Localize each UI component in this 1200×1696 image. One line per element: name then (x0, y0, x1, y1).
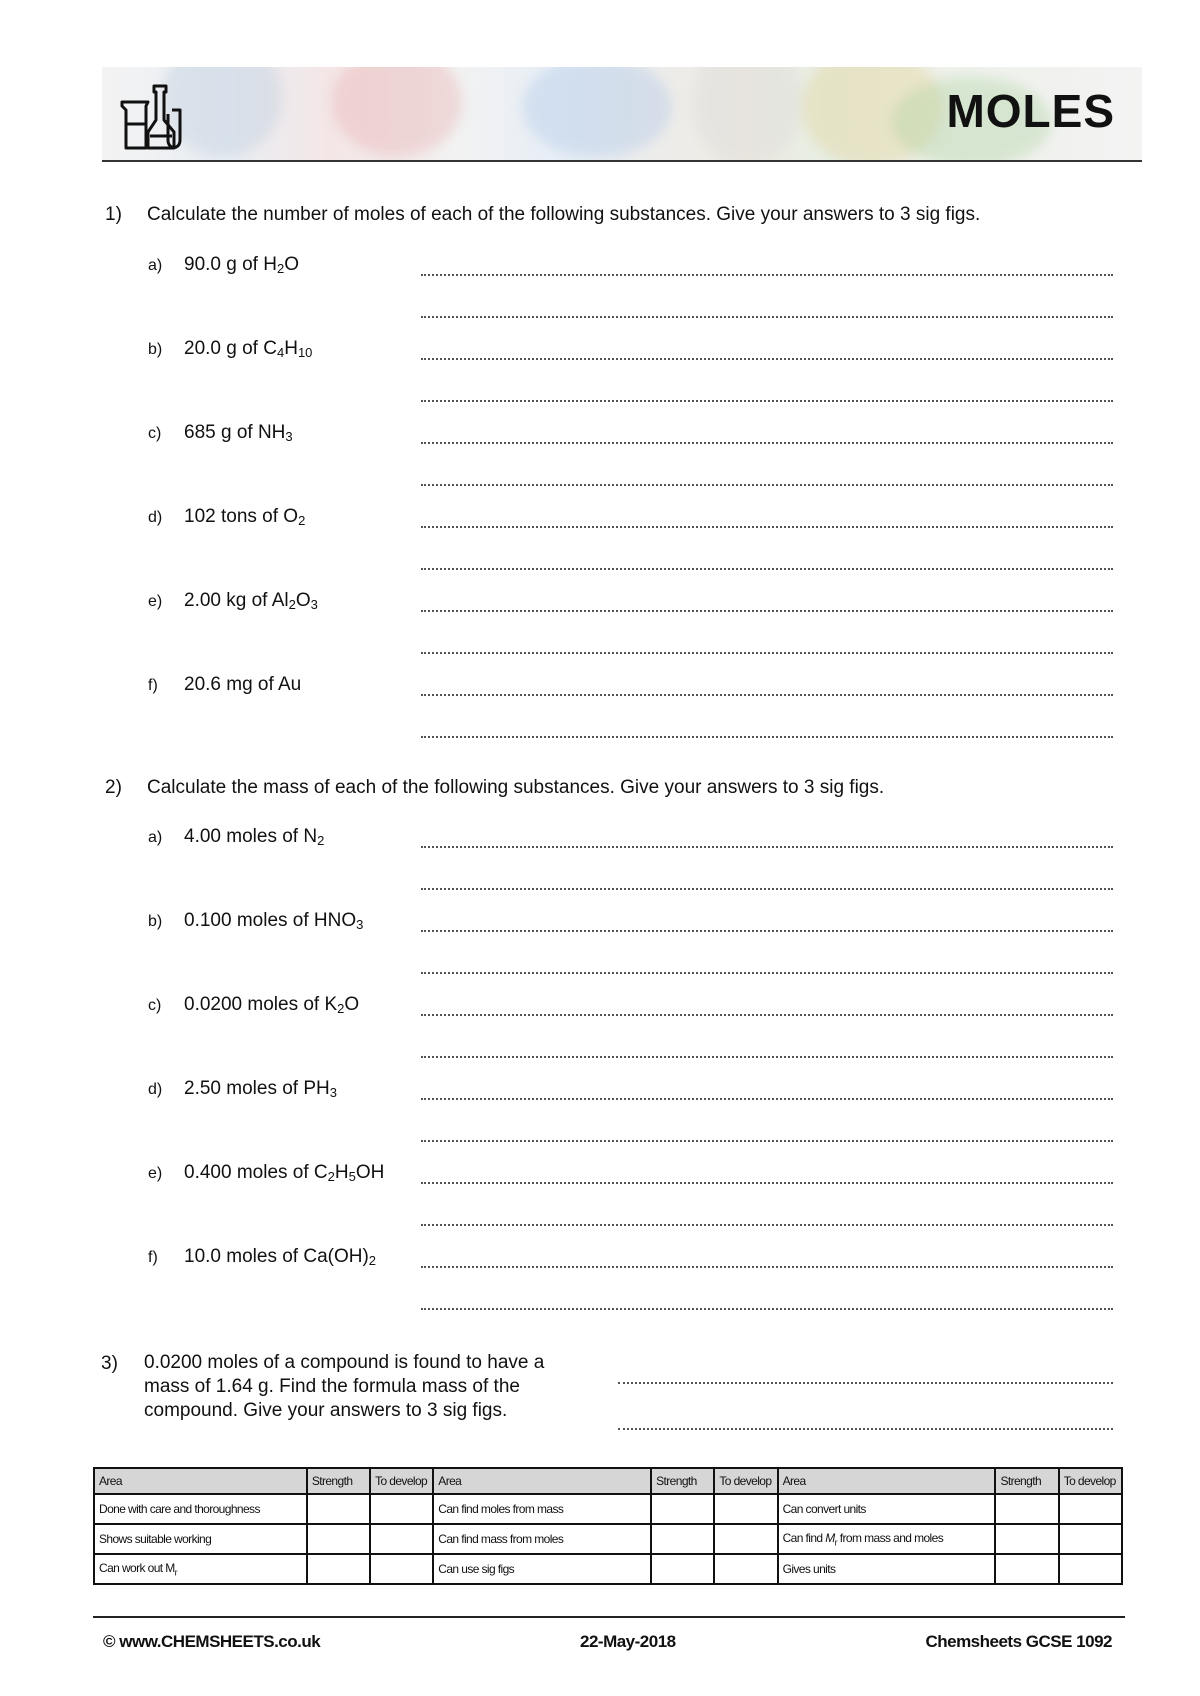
answer-line[interactable] (421, 888, 1113, 890)
question-1-text: Calculate the number of moles of each of the following substances. Give your answers to 3 sig figs. (147, 204, 981, 225)
answer-line[interactable] (421, 358, 1113, 360)
assessment-row (94, 1494, 1122, 1524)
mr-subscript: r (174, 1567, 178, 1578)
header-strength: Strength (995, 1468, 1058, 1494)
formula-subscript: 2 (298, 513, 306, 528)
strength-checkbox[interactable] (995, 1524, 1058, 1554)
formula-element: Al (271, 590, 289, 611)
formula-element: HNO (313, 910, 357, 931)
item-letter: d) (148, 1081, 163, 1098)
item-letter: d) (148, 509, 163, 526)
answer-line[interactable] (421, 1014, 1113, 1016)
item-letter: a) (148, 829, 163, 846)
header-strength: Strength (307, 1468, 370, 1494)
to-develop-checkbox[interactable] (1059, 1524, 1122, 1554)
formula-element: N (303, 826, 318, 847)
area-cell: Done with care and thoroughness (94, 1494, 307, 1524)
item-letter: c) (148, 425, 162, 442)
area-cell: Can convert units (778, 1494, 996, 1524)
formula-element: OH (355, 1162, 385, 1183)
to-develop-checkbox[interactable] (714, 1494, 777, 1524)
answer-line[interactable] (421, 736, 1113, 738)
item-text: 10.0 moles of (184, 1246, 304, 1267)
mr-symbol: M (825, 1530, 835, 1545)
area-cell (94, 1554, 307, 1584)
formula-element: O (283, 506, 299, 527)
item-substance (184, 1162, 384, 1184)
item-substance (184, 338, 312, 360)
answer-line[interactable] (421, 846, 1113, 848)
area-cell: Shows suitable working (94, 1524, 307, 1554)
item-substance (184, 1078, 337, 1100)
item-text: 0.0200 moles of (184, 994, 325, 1015)
footer-date: 22-May-2018 (580, 1632, 676, 1651)
formula-element: C (263, 338, 277, 359)
formula-subscript: 2 (288, 597, 296, 612)
header-strength: Strength (651, 1468, 714, 1494)
area-text: Can find (782, 1530, 826, 1545)
header-to-develop: To develop (370, 1468, 433, 1494)
formula-subscript: 2 (317, 833, 325, 848)
question-2-number: 2) (105, 777, 122, 798)
to-develop-checkbox[interactable] (714, 1524, 777, 1554)
formula-element: O (344, 994, 360, 1015)
strength-checkbox[interactable] (651, 1524, 714, 1554)
formula-subscript: 2 (327, 1169, 335, 1184)
answer-line[interactable] (421, 652, 1113, 654)
header-area: Area (94, 1468, 307, 1494)
to-develop-checkbox[interactable] (370, 1554, 433, 1584)
answer-line[interactable] (421, 1140, 1113, 1142)
item-text: 2.00 kg of (184, 590, 272, 611)
strength-checkbox[interactable] (307, 1524, 370, 1554)
item-text: 0.400 moles of (184, 1162, 314, 1183)
assessment-header-row (94, 1468, 1122, 1494)
header-area: Area (778, 1468, 996, 1494)
question-3-line: mass of 1.64 g. Find the formula mass of the (144, 1376, 520, 1397)
header-area: Area (433, 1468, 651, 1494)
formula-subscript: 3 (329, 1085, 337, 1100)
answer-line[interactable] (421, 1098, 1113, 1100)
assessment-row (94, 1524, 1122, 1554)
answer-line[interactable] (421, 1224, 1113, 1226)
to-develop-checkbox[interactable] (1059, 1554, 1122, 1584)
area-cell: Can use sig figs (433, 1554, 651, 1584)
item-text: 685 g of (184, 422, 258, 443)
header-to-develop: To develop (1059, 1468, 1122, 1494)
formula-element: PH (303, 1078, 330, 1099)
strength-checkbox[interactable] (995, 1554, 1058, 1584)
page-title: MOLES (946, 85, 1115, 137)
item-letter: f) (148, 677, 158, 694)
item-substance (184, 590, 318, 612)
formula-subscript: 10 (297, 345, 313, 360)
assessment-row (94, 1554, 1122, 1584)
answer-line[interactable] (421, 442, 1113, 444)
header-divider (102, 160, 1142, 162)
footer-website: © www.CHEMSHEETS.co.uk (103, 1632, 321, 1651)
area-text: from mass and moles (837, 1530, 944, 1545)
item-letter: e) (148, 1165, 163, 1182)
question-3-line: compound. Give your answers to 3 sig figs. (144, 1400, 508, 1421)
strength-checkbox[interactable] (307, 1494, 370, 1524)
answer-line[interactable] (421, 484, 1113, 486)
strength-checkbox[interactable] (651, 1494, 714, 1524)
to-develop-checkbox[interactable] (714, 1554, 777, 1584)
formula-element: K (324, 994, 338, 1015)
to-develop-checkbox[interactable] (370, 1494, 433, 1524)
answer-line[interactable] (421, 1266, 1113, 1268)
formula-subscript: 5 (348, 1169, 356, 1184)
question-3-number: 3) (101, 1353, 118, 1374)
strength-checkbox[interactable] (651, 1554, 714, 1584)
answer-line[interactable] (421, 694, 1113, 696)
formula-subscript: 3 (285, 429, 293, 444)
area-cell: Gives units (778, 1554, 996, 1584)
item-substance (184, 506, 305, 528)
question-1-number: 1) (105, 204, 122, 225)
formula-element: H (334, 1162, 349, 1183)
item-text: 0.100 moles of (184, 910, 314, 931)
item-substance (184, 422, 293, 444)
glassware-logo-icon (118, 80, 190, 154)
item-substance (184, 1246, 376, 1268)
answer-line[interactable] (421, 316, 1113, 318)
answer-line[interactable] (421, 930, 1113, 932)
item-letter: e) (148, 593, 163, 610)
item-substance (184, 994, 359, 1016)
answer-line[interactable] (421, 1308, 1113, 1310)
item-substance (184, 254, 299, 276)
answer-line[interactable] (421, 610, 1113, 612)
area-cell: Can find moles from mass (433, 1494, 651, 1524)
assessment-table (93, 1467, 1123, 1585)
answer-line[interactable] (421, 400, 1113, 402)
item-text: 4.00 moles of (184, 826, 304, 847)
to-develop-checkbox[interactable] (370, 1524, 433, 1554)
header-to-develop: To develop (714, 1468, 777, 1494)
answer-line[interactable] (421, 526, 1113, 528)
question-3-line: 0.0200 moles of a compound is found to have a (144, 1352, 545, 1373)
formula-element: NH (257, 422, 286, 443)
answer-line[interactable] (421, 274, 1113, 276)
formula-subscript: 3 (310, 597, 318, 612)
question-2-text: Calculate the mass of each of the following substances. Give your answers to 3 sig figs. (147, 777, 885, 798)
formula-subscript: 2 (337, 1001, 345, 1016)
item-text: 102 tons of (184, 506, 284, 527)
item-substance (184, 674, 301, 696)
formula-subscript: 2 (368, 1253, 377, 1268)
formula-element: H (284, 338, 298, 359)
item-substance (184, 910, 363, 932)
item-text: 2.50 moles of (184, 1078, 304, 1099)
formula-element: O (284, 254, 299, 275)
answer-line[interactable] (618, 1382, 1113, 1384)
answer-line[interactable] (421, 1056, 1113, 1058)
formula-element: H (263, 254, 277, 275)
item-letter: b) (148, 913, 163, 930)
formula-element: Ca(OH) (303, 1246, 369, 1267)
mr-subscript: r (834, 1537, 838, 1548)
footer-divider (93, 1616, 1125, 1618)
strength-checkbox[interactable] (307, 1554, 370, 1584)
formula-subscript: 3 (356, 917, 364, 932)
formula-subscript: 2 (276, 261, 285, 276)
strength-checkbox[interactable] (995, 1494, 1058, 1524)
item-letter: b) (148, 341, 163, 358)
area-cell (778, 1524, 996, 1554)
item-text: 20.0 g of (184, 338, 264, 359)
item-letter: c) (148, 997, 162, 1014)
formula-element: C (313, 1162, 328, 1183)
area-text: Can work out M (99, 1560, 175, 1575)
item-text: 90.0 g of (184, 254, 264, 275)
item-letter: a) (148, 257, 163, 274)
formula-element: O (295, 590, 311, 611)
question-3-text (144, 1351, 544, 1423)
item-text: 20.6 mg of Au (184, 674, 302, 695)
to-develop-checkbox[interactable] (1059, 1494, 1122, 1524)
footer-reference: Chemsheets GCSE 1092 (925, 1632, 1112, 1651)
answer-line[interactable] (421, 972, 1113, 974)
answer-line[interactable] (421, 1182, 1113, 1184)
area-cell: Can find mass from moles (433, 1524, 651, 1554)
formula-subscript: 4 (276, 345, 285, 360)
answer-line[interactable] (618, 1428, 1113, 1430)
item-substance (184, 826, 324, 848)
item-letter: f) (148, 1249, 158, 1266)
answer-line[interactable] (421, 568, 1113, 570)
